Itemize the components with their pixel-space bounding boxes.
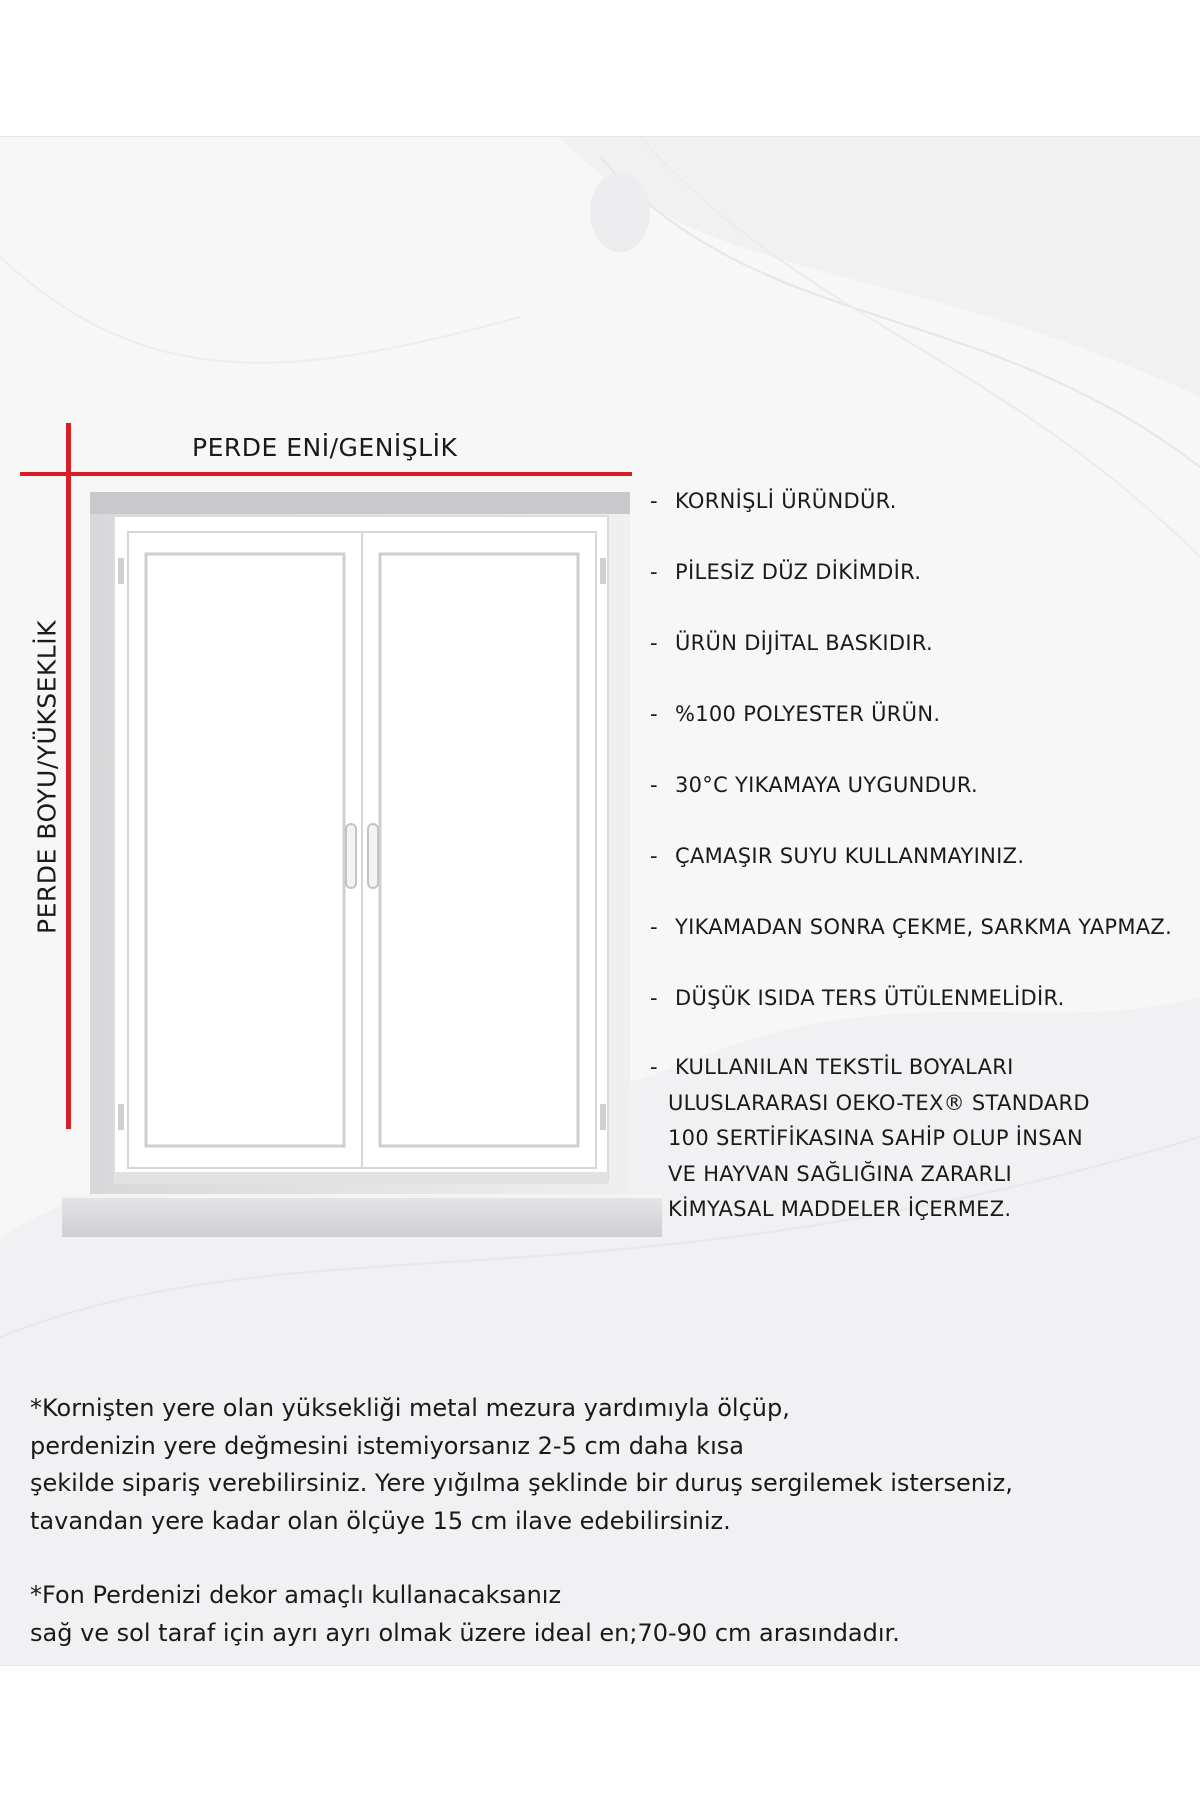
feature-line: ULUSLARARASI OEKO-TEX® STANDARD [668, 1090, 1090, 1115]
width-label: PERDE ENİ/GENİŞLİK [192, 433, 458, 462]
info-card [0, 136, 1200, 1666]
note-paragraph [30, 1390, 1180, 1540]
feature-item: - 30°C YIKAMAYA UYGUNDUR. [650, 773, 978, 797]
feature-item: - ÜRÜN DİJİTAL BASKIDIR. [650, 631, 933, 655]
measurement-notes [30, 1390, 1180, 1666]
feature-item: - ÇAMAŞIR SUYU KULLANMAYINIZ. [650, 844, 1025, 868]
feature-list [650, 489, 1190, 1228]
feature-item-oeko-tex: - KULLANILAN TEKSTİL BOYALARI ULUSLARARASI OEKO-TEX® STANDARD 100 SERTİFİKASINA SAHİP OLUP İNSAN VE HAYVAN SAĞLIĞINA ZARARLI KİMYASAL MADDELER İÇERMEZ. [650, 1050, 1190, 1228]
note-paragraph [30, 1577, 1180, 1652]
feature-line: 100 SERTİFİKASINA SAHİP OLUP İNSAN [668, 1126, 1083, 1150]
feature-item: - KORNİŞLİ ÜRÜNDÜR. [650, 489, 897, 513]
height-measure-line [66, 423, 71, 1129]
note-line: *Fon Perdenizi dekor amaçlı kullanacaksanız [30, 1581, 562, 1609]
feature-item: - DÜŞÜK ISIDA TERS ÜTÜLENMELİDİR. [650, 986, 1065, 1010]
feature-line: KULLANILAN TEKSTİL BOYALARI [674, 1055, 1014, 1079]
note-line: tavandan yere kadar olan ölçüye 15 cm ilave edebilirsiniz. [30, 1506, 731, 1535]
double-window-illustration [62, 492, 662, 1237]
note-line: sağ ve sol taraf için ayrı ayrı olmak üzere ideal en;70-90 cm arasındadır. [30, 1618, 900, 1647]
width-measure-line [20, 472, 632, 476]
note-line: perdenizin yere değmesini istemiyorsanız 2-5 cm daha kısa [30, 1431, 744, 1460]
feature-item: - YIKAMADAN SONRA ÇEKME, SARKMA YAPMAZ. [650, 915, 1173, 939]
height-label: PERDE BOYU/YÜKSEKLİK [32, 620, 62, 934]
feature-item: - %100 POLYESTER ÜRÜN. [650, 702, 941, 726]
feature-line: VE HAYVAN SAĞLIĞINA ZARARLI [668, 1161, 1012, 1186]
feature-line: KİMYASAL MADDELER İÇERMEZ. [668, 1197, 1012, 1221]
feature-item: - PİLESİZ DÜZ DİKİMDİR. [650, 560, 922, 584]
note-line: şekilde sipariş verebilirsiniz. Yere yığılma şeklinde bir duruş sergilemek isterseniz, [30, 1469, 1013, 1497]
note-line: *Kornişten yere olan yüksekliği metal mezura yardımıyla ölçüp, [30, 1394, 790, 1422]
